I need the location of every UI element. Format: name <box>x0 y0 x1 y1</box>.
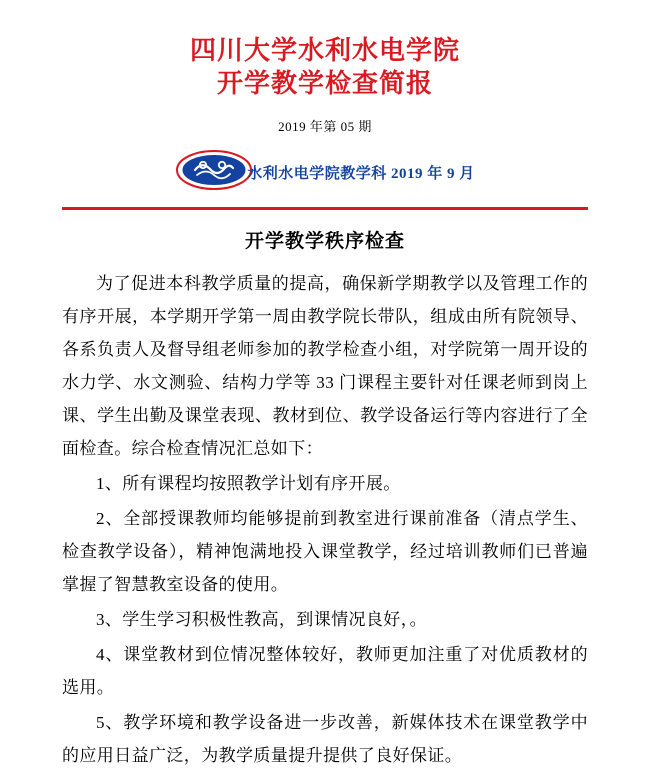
oval-seal-logo-icon <box>175 148 253 192</box>
stamp-text: 水利水电学院教学科 2019 年 9 月 <box>247 165 475 182</box>
section-title: 开学教学秩序检查 <box>244 231 405 252</box>
paragraph-1: 为了促进本科教学质量的提高，确保新学期教学以及管理工作的有序开展，本学期开学第一周由教学院长带队，组成由所有院领导、各系负责人及督导组老师参加的教学检查小组，对学院第一周开设的水力学、水文测验、结构力学等 33 门课程主要针对任课老师到岗上课、学生出勤及课堂表现、教材到位、教学设备运行等内容进行了全面检查。综合检查情况汇总如下： <box>62 274 588 458</box>
paragraph-3: 2、全部授课教师均能够提前到教室进行课前准备（清点学生、检查教学设备），精神饱满地投入课堂教学，经过培训教师们已普遍掌握了智慧教室设备的使用。 <box>62 509 588 594</box>
paragraph-2: 1、所有课程均按照教学计划有序开展。 <box>96 474 401 493</box>
red-divider-rule <box>62 207 588 210</box>
masthead-line-1: 四川大学水利水电学院 <box>189 36 460 65</box>
body-text <box>62 267 588 772</box>
document-masthead <box>62 34 588 100</box>
paragraph-6: 5、教学环境和教学设备进一步改善，新媒体技术在课堂教学中的应用日益广泛，为教学质量提升提供了良好保证。 <box>62 713 588 765</box>
masthead-line-2: 开学教学检查简报 <box>216 69 433 98</box>
stamp-row <box>62 147 588 193</box>
paragraph-4: 3、学生学习积极性教高，到课情况良好，。 <box>96 610 427 629</box>
issue-number: 2019 年第 05 期 <box>278 119 372 134</box>
paragraph-5: 4、课堂教材到位情况整体较好，教师更加注重了对优质教材的选用。 <box>62 645 588 697</box>
